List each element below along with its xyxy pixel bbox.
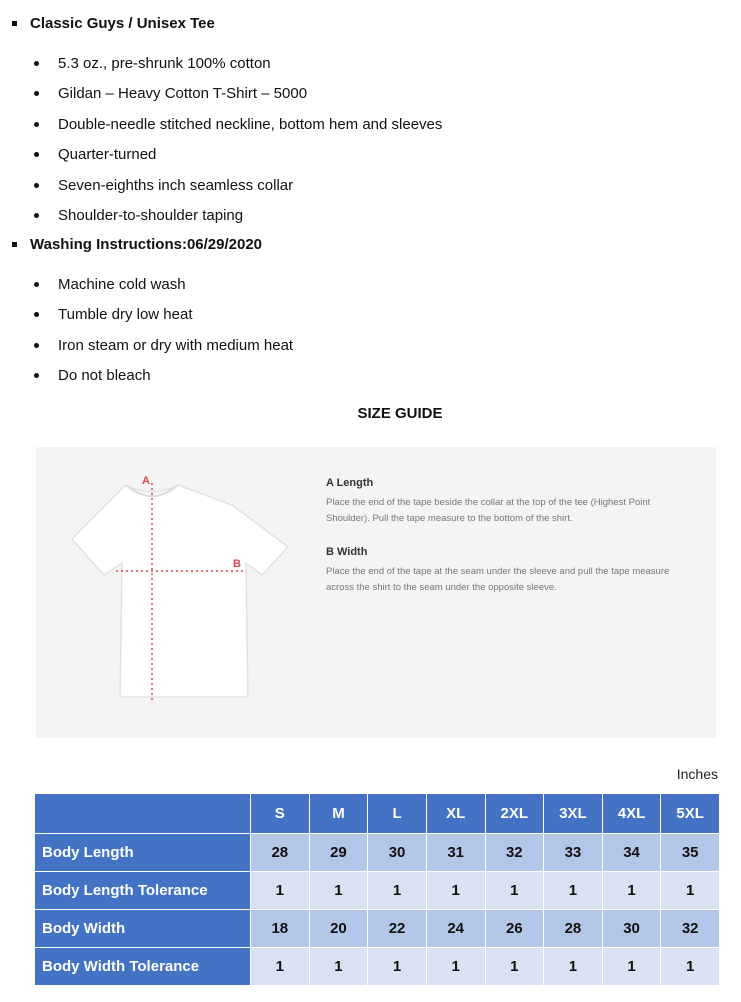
width-description: Place the end of the tape at the seam under the sleeve and pull the tape measure across the shirt to the seam under the opposite sleeve.: [326, 566, 670, 593]
size-guide-panel: [36, 447, 716, 738]
header-size-cell: XL: [426, 794, 485, 834]
header-size-cell: 5XL: [661, 794, 720, 834]
length-instructions: [326, 477, 696, 527]
bullet-icon: [34, 282, 39, 287]
table-cell: 18: [251, 910, 310, 948]
table-cell: 1: [544, 872, 603, 910]
washing-instructions-list: [34, 269, 293, 391]
length-heading: A Length: [326, 477, 374, 489]
square-bullet-icon: [12, 242, 17, 247]
section-title-washing: [12, 236, 262, 253]
bullet-icon: [34, 152, 39, 157]
table-cell: 31: [426, 834, 485, 872]
row-label: Body Width: [35, 910, 251, 948]
table-cell: 24: [426, 910, 485, 948]
table-cell: 1: [426, 948, 485, 986]
table-cell: 20: [309, 910, 368, 948]
table-row: [35, 872, 720, 910]
table-cell: 1: [544, 948, 603, 986]
list-item: Gildan – Heavy Cotton T-Shirt – 5000: [34, 79, 442, 110]
table-cell: 28: [544, 910, 603, 948]
bullet-icon: [34, 122, 39, 127]
list-item: Shoulder-to-shoulder taping: [34, 201, 442, 232]
row-label: Body Width Tolerance: [35, 948, 251, 986]
row-label: Body Length Tolerance: [35, 872, 251, 910]
table-cell: 1: [309, 872, 368, 910]
bullet-icon: [34, 61, 39, 66]
bullet-icon: [34, 91, 39, 96]
table-cell: 1: [661, 872, 720, 910]
units-label: Inches: [676, 766, 718, 782]
header-size-cell: S: [251, 794, 310, 834]
square-bullet-icon: [12, 21, 17, 26]
section-title-product: [12, 15, 215, 32]
bullet-icon: [34, 213, 39, 218]
header-size-cell: 3XL: [544, 794, 603, 834]
table-cell: 33: [544, 834, 603, 872]
size-chart-table: [34, 793, 720, 986]
table-cell: 1: [602, 872, 661, 910]
size-guide-title: SIZE GUIDE: [357, 405, 443, 422]
table-cell: 1: [485, 948, 544, 986]
header-size-cell: L: [368, 794, 427, 834]
table-cell: 29: [309, 834, 368, 872]
table-cell: 28: [251, 834, 310, 872]
bullet-icon: [34, 183, 39, 188]
table-row: [35, 948, 720, 986]
list-item: Do not bleach: [34, 361, 293, 392]
width-heading: B Width: [326, 546, 368, 558]
header-size-cell: 4XL: [602, 794, 661, 834]
length-description: Place the end of the tape beside the collar at the top of the tee (Highest Point Shoulder). Pull the tape measure to the bottom of the shirt.: [326, 497, 651, 524]
table-row: [35, 834, 720, 872]
header-size-cell: 2XL: [485, 794, 544, 834]
list-item: Iron steam or dry with medium heat: [34, 330, 293, 361]
table-cell: 1: [251, 948, 310, 986]
list-item: Tumble dry low heat: [34, 300, 293, 331]
product-features-list: [34, 48, 442, 231]
list-item: Double-needle stitched neckline, bottom hem and sleeves: [34, 109, 442, 140]
table-cell: 32: [485, 834, 544, 872]
table-cell: 1: [368, 872, 427, 910]
table-cell: 30: [368, 834, 427, 872]
table-cell: 1: [602, 948, 661, 986]
table-cell: 1: [426, 872, 485, 910]
table-cell: 1: [251, 872, 310, 910]
section-title-text: Washing Instructions:06/29/2020: [30, 236, 263, 253]
table-cell: 22: [368, 910, 427, 948]
table-cell: 35: [661, 834, 720, 872]
bullet-icon: [34, 312, 39, 317]
list-item: Quarter-turned: [34, 140, 442, 171]
list-item: 5.3 oz., pre-shrunk 100% cotton: [34, 48, 442, 79]
table-cell: 32: [661, 910, 720, 948]
header-size-cell: M: [309, 794, 368, 834]
row-label: Body Length: [35, 834, 251, 872]
table-cell: 30: [602, 910, 661, 948]
table-cell: 26: [485, 910, 544, 948]
table-header-row: [35, 794, 720, 834]
bullet-icon: [34, 343, 39, 348]
table-cell: 1: [661, 948, 720, 986]
tshirt-icon: [72, 485, 288, 697]
table-cell: 34: [602, 834, 661, 872]
list-item: Machine cold wash: [34, 269, 293, 300]
table-row: [35, 910, 720, 948]
section-title-text: Classic Guys / Unisex Tee: [30, 15, 215, 32]
marker-a-label: A: [142, 475, 150, 487]
tshirt-diagram: [36, 447, 296, 738]
table-cell: 1: [485, 872, 544, 910]
header-corner-cell: [35, 794, 251, 834]
list-item: Seven-eighths inch seamless collar: [34, 170, 442, 201]
width-instructions: [326, 546, 696, 596]
table-cell: 1: [309, 948, 368, 986]
bullet-icon: [34, 373, 39, 378]
table-cell: 1: [368, 948, 427, 986]
marker-b-label: B: [233, 558, 241, 570]
